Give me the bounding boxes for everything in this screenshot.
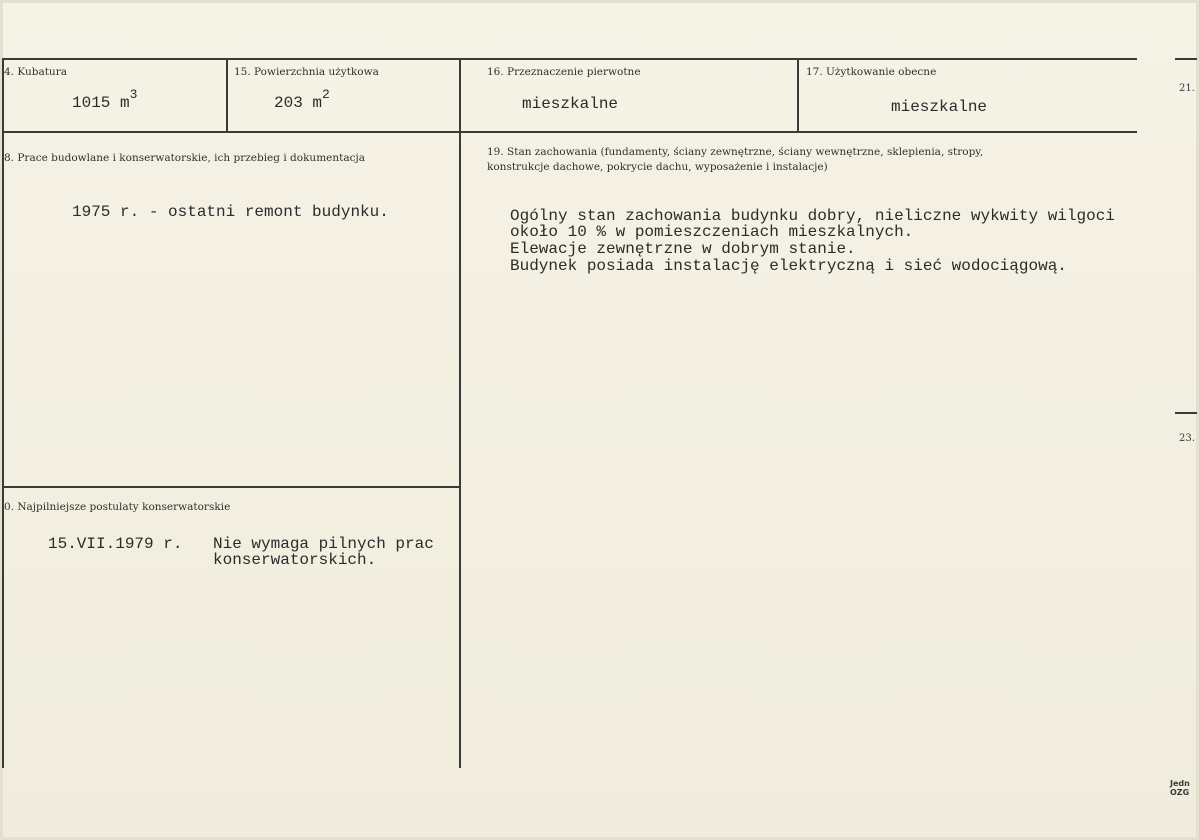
field18-bottom-line — [2, 486, 459, 488]
corner-stamp — [1170, 779, 1190, 797]
corner-stamp-line2: OZG — [1170, 788, 1190, 797]
margin-number-23: 23. — [1179, 433, 1195, 444]
field20-text-line1: Nie wymaga pilnych prac — [213, 535, 434, 553]
field20-label: 0. Najpilniejsze postulaty konserwatorskie — [4, 501, 231, 513]
field19-line-1: Ogólny stan zachowania budynku dobry, nieliczne wykwity wilgoci — [510, 207, 1115, 225]
right-margin-tick-top — [1175, 58, 1197, 60]
top-row-bottom-line — [2, 131, 1137, 133]
field20-text-line2: konserwatorskich. — [213, 551, 377, 569]
field14-value: 1015 $m^3$ — [72, 87, 138, 112]
field19-label-line2: konstrukcje dachowe, pokrycie dachu, wyposażenie i instalacje) — [487, 161, 828, 173]
divider-14-15 — [226, 58, 228, 132]
field18-label: 8. Prace budowlane i konserwatorskie, ich przebieg i dokumentacja — [4, 152, 365, 164]
field19-line-3: Elewacje zewnętrzne w dobrym stanie. — [510, 240, 856, 258]
divider-15-16 — [459, 58, 461, 768]
field16-label: 16. Przeznaczenie pierwotne — [487, 66, 641, 78]
margin-number-21: 21. — [1179, 83, 1195, 94]
field19-label-line1: 19. Stan zachowania (fundamenty, ściany zewnętrzne, ściany wewnętrzne, sklepienia, stropy, — [487, 146, 984, 158]
field19-line-2: około 10 % w pomieszczeniach mieszkalnych. — [510, 223, 914, 241]
divider-16-17 — [797, 58, 799, 132]
field15-label: 15. Powierzchnia użytkowa — [234, 66, 379, 78]
field18-value: 1975 r. - ostatni remont budynku. — [72, 203, 389, 221]
field19-line-4: Budynek posiada instalację elektryczną i sieć wodociągową. — [510, 257, 1067, 275]
field20-date: 15.VII.1979 r. — [48, 535, 183, 553]
field17-label: 17. Użytkowanie obecne — [806, 66, 937, 78]
field15-value: 203 $m^2$ — [274, 87, 330, 112]
field17-value: mieszkalne — [891, 98, 988, 116]
top-row-top-line — [2, 58, 1137, 60]
corner-stamp-line1: Jedn — [1170, 779, 1190, 788]
field16-value: mieszkalne — [522, 95, 619, 113]
field14-label: 4. Kubatura — [4, 66, 67, 78]
right-margin-tick-mid — [1175, 412, 1197, 414]
